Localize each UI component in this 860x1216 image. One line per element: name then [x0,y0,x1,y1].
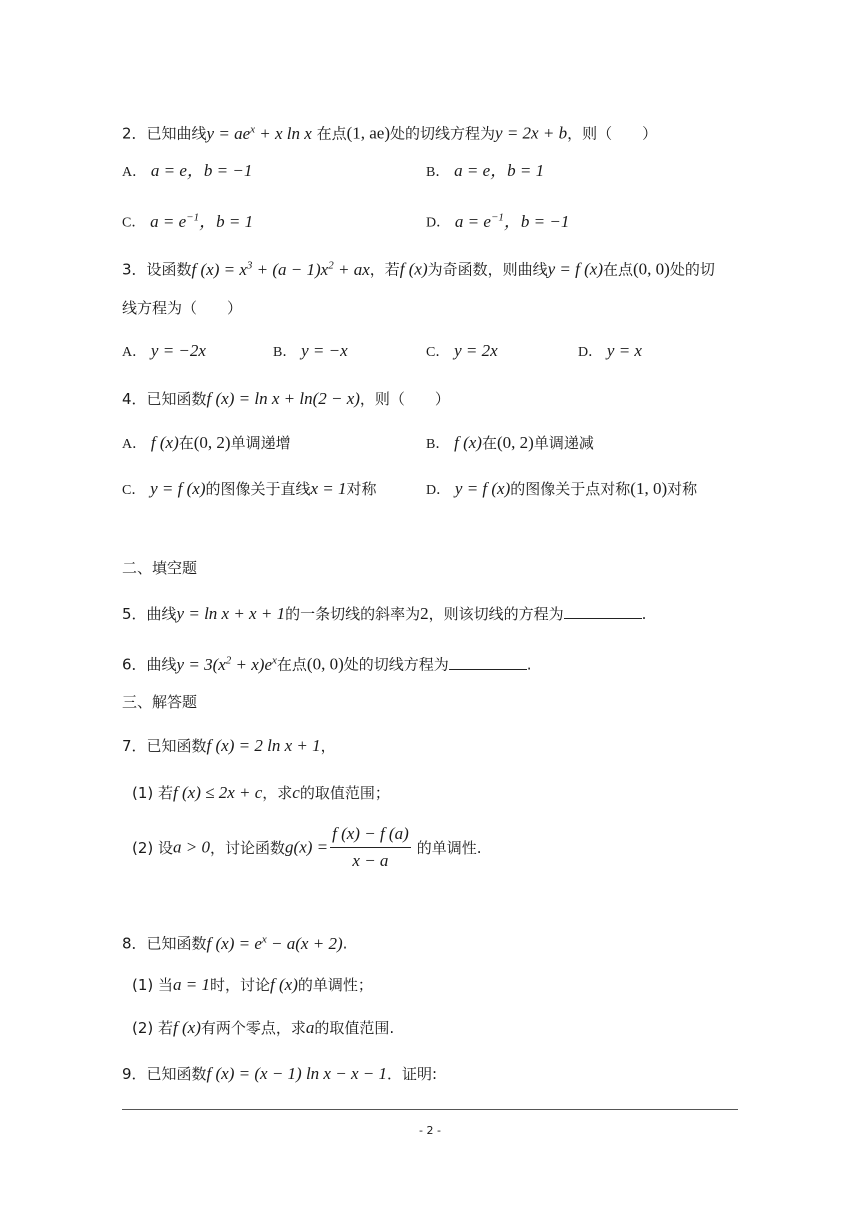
section-solution-heading: 三、解答题 [122,693,198,711]
q4-option-d: D． y = f (x)的图像关于点对称(1, 0)对称 [426,479,698,498]
section-fill-in-heading: 二、填空题 [122,559,198,577]
q4-stem: 4．已知函数f (x) = ln x + ln(2 − x)，则（ ） [122,389,450,408]
q6-answer-blank[interactable] [449,655,527,670]
q2-option-d: D． $a = e^{-1}$，b = −1 [426,211,570,231]
q3-function: f $(x) = x^3 + (a - 1)x^2$ + ax [191,259,370,279]
q2-tangent: y = 2x + b [495,123,568,143]
q3-option-a: A． y = −2x [122,341,206,360]
q7-part-1: (1) 若f (x) ≤ 2x + c，求c的取值范围； [132,783,390,802]
q7-fraction: $\frac{f (x) - f (a)}{x - a}$ [332,824,409,870]
q3-stem: 3．设函数f $(x) = x^3 + (a - 1)x^2$ + ax，若f (x)为奇函数，则曲线y = f (x)在点(0, 0)处的切 [122,259,715,279]
q4-option-b: B． f (x)在(0, 2)单调递减 [426,433,594,452]
q8-part-1: (1) 当a = 1时，讨论f (x)的单调性； [132,975,373,994]
q2-stem: 2．已知曲线$y = ae^x + x$ ln x 在点(1, ae)处的切线方程为y = 2x + b，则（ ） [122,123,658,143]
q4-function: f (x) = ln x + ln(2 − x) [206,389,360,408]
q8-part-2: (2) 若f (x)有两个零点，求a的取值范围. [132,1018,395,1037]
q3-stem-line2: 线方程为（ ） [122,299,243,317]
q4-option-a: A． f (x)在(0, 2)单调递增 [122,433,291,452]
q3-option-b: B． y = −x [273,341,348,360]
page-number: - 2 - [419,1124,441,1137]
q2-option-c: C． $a = e^{-1}$，b = 1 [122,211,254,231]
q7-stem: 7．已知函数f (x) = 2 ln x + 1， [122,736,336,755]
q2-point: (1, ae) [346,123,391,143]
q2-option-a: A． a = e，b = −1 [122,161,253,180]
q7-part-2: (2) 设a > 0，讨论函数g(x) = $\frac{f (x) - f (a)}{x - a}$ 的单调性. [132,824,482,870]
footer-divider [122,1109,738,1110]
q5-answer-blank[interactable] [564,604,642,619]
q8-stem: 8．已知函数f $(x) = e^x - a(x + 2)$. [122,933,348,953]
q6-stem: 6．曲线$y = 3(x^2 + x)e^x$在点(0, 0)处的切线方程为 . [122,654,532,674]
q4-option-c: C． y = f (x)的图像关于直线x = 1对称 [122,479,377,498]
q3-option-c: C． y = 2x [426,341,498,360]
q5-stem: 5．曲线y = ln x + x + 1的一条切线的斜率为2，则该切线的方程为 . [122,604,647,623]
q2-curve: $y = ae^x + x$ ln x [206,123,312,143]
q2-option-b: B． a = e，b = 1 [426,161,545,180]
q3-option-d: D． y = x [578,341,642,360]
q9-stem: 9．已知函数f (x) = (x − 1) ln x − x − 1．证明: [122,1064,438,1083]
